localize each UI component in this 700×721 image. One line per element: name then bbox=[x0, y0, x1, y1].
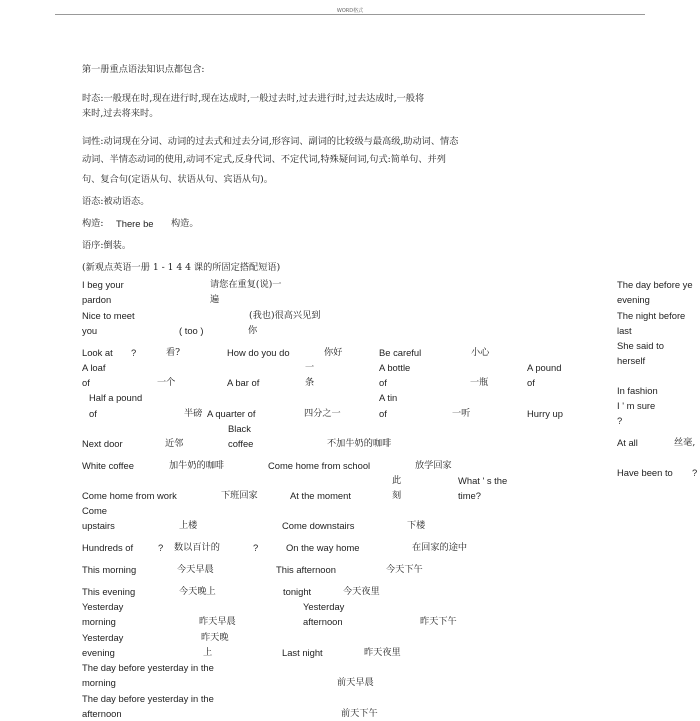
right-phrase: ? bbox=[692, 467, 698, 478]
phrase-cn: 一瓶 bbox=[470, 377, 489, 388]
phrase-en: A pound bbox=[527, 362, 562, 373]
right-phrase: Have been to bbox=[617, 467, 673, 478]
phrase-en: afternoon bbox=[82, 708, 122, 719]
structure-value: There be bbox=[116, 218, 154, 229]
phrase-cn: 请您在重复(说)一 bbox=[210, 279, 282, 290]
phrase-en: This evening bbox=[82, 586, 136, 597]
phrase-cn: 小心 bbox=[471, 347, 490, 358]
section-title: 第一册重点语法知识点都包含: bbox=[82, 64, 205, 75]
phrase-cn: 条 bbox=[305, 377, 315, 388]
phrase-en: Come downstairs bbox=[282, 520, 355, 531]
structure-suffix: 构造。 bbox=[171, 218, 199, 229]
phrase-cn: 刻 bbox=[392, 490, 402, 501]
phrase-en: The day before yesterday in the bbox=[82, 693, 214, 704]
phrase-en: ( too ) bbox=[179, 325, 204, 336]
phrase-en: ? bbox=[253, 542, 259, 553]
phrase-en: tonight bbox=[283, 586, 312, 597]
phrase-en: Yesterday bbox=[303, 601, 345, 612]
phrase-en: afternoon bbox=[303, 616, 343, 627]
tense-line-1: 时态:一般现在时,现在进行时,现在达成时,一般过去时,过去进行时,过去达成时,一般将 bbox=[82, 93, 425, 104]
phrase-en: How do you do bbox=[227, 347, 290, 358]
phrase-en: pardon bbox=[82, 294, 112, 305]
phrase-en: Hundreds of bbox=[82, 542, 134, 553]
phrase-cn: 加牛奶的咖啡 bbox=[169, 460, 225, 471]
phrase-cn: 一听 bbox=[452, 408, 471, 419]
phrase-en: Come home from work bbox=[82, 490, 177, 501]
phrase-en: This morning bbox=[82, 564, 137, 575]
phrase-en: morning bbox=[82, 677, 116, 688]
phrase-en: Hurry up bbox=[527, 408, 563, 419]
phrase-en: White coffee bbox=[82, 460, 134, 471]
voice-line: 语态:被动语态。 bbox=[82, 196, 150, 207]
phrase-en: Next door bbox=[82, 438, 123, 449]
right-phrase: The day before ye bbox=[617, 279, 693, 290]
phrase-cn: 半磅 bbox=[184, 408, 203, 419]
phrase-cn: 前天下午 bbox=[341, 708, 378, 719]
right-phrase: The night before bbox=[617, 310, 686, 321]
phrase-en: A bar of bbox=[227, 377, 260, 388]
phrase-cn: 近邻 bbox=[165, 438, 184, 449]
right-phrase: She said to bbox=[617, 340, 664, 351]
phrase-en: of bbox=[379, 377, 387, 388]
right-phrase: At all bbox=[617, 437, 638, 448]
right-phrase-cn: 丝毫, bbox=[674, 437, 696, 448]
right-phrase: evening bbox=[617, 294, 650, 305]
phrase-cn: 下楼 bbox=[407, 520, 426, 531]
phrase-cn: 此 bbox=[392, 475, 402, 486]
phrase-en: On the way home bbox=[286, 542, 360, 553]
phrase-cn: 数以百计的 bbox=[174, 542, 220, 553]
phrase-en: morning bbox=[82, 616, 116, 627]
phrase-en: Half a pound bbox=[89, 392, 143, 403]
phrase-en: A bottle bbox=[379, 362, 411, 373]
phrase-cn: 今天夜里 bbox=[343, 586, 380, 597]
phrase-cn: 一 bbox=[305, 362, 315, 373]
right-phrase: ? bbox=[617, 415, 623, 426]
phrase-cn: 上楼 bbox=[179, 520, 198, 531]
phrase-en: Come bbox=[82, 505, 108, 516]
phrase-en: A loaf bbox=[82, 362, 106, 373]
phrase-en: Nice to meet bbox=[82, 310, 135, 321]
phrase-cn: 昨天下午 bbox=[420, 616, 457, 627]
phrase-en: ? bbox=[131, 347, 137, 358]
phrase-en: of bbox=[379, 408, 387, 419]
phrase-cn: 遍 bbox=[210, 294, 220, 305]
phrase-en: Black bbox=[228, 423, 251, 434]
right-phrase: last bbox=[617, 325, 632, 336]
phrase-cn: 你 bbox=[248, 325, 258, 336]
header-divider bbox=[55, 14, 645, 15]
phrase-cn: (我也)很高兴见到 bbox=[249, 310, 321, 321]
phrase-cn: 四分之一 bbox=[304, 408, 341, 419]
phrase-cn: 前天早晨 bbox=[337, 677, 374, 688]
phrase-en: A tin bbox=[379, 392, 398, 403]
pos-line-3: 句、复合句(定语从句、状语从句、宾语从句)。 bbox=[82, 174, 273, 185]
phrase-cn: 昨天夜里 bbox=[364, 647, 401, 658]
phrase-en: Be careful bbox=[379, 347, 422, 358]
phrase-en: Come home from school bbox=[268, 460, 371, 471]
phrase-en: ? bbox=[158, 542, 164, 553]
phrase-cn: 放学回家 bbox=[415, 460, 452, 471]
phrase-en: upstairs bbox=[82, 520, 115, 531]
right-phrase: I ' m sure bbox=[617, 400, 656, 411]
phrase-en: evening bbox=[82, 647, 115, 658]
phrase-cn: 不加牛奶的咖啡 bbox=[327, 438, 392, 449]
pos-line-1: 词性:动词现在分词、动词的过去式和过去分词,形容词、副词的比较级与最高级,助动词、情态 bbox=[82, 136, 459, 147]
phrase-cn: 昨天晚 bbox=[201, 632, 229, 643]
order-line: 语序:倒装。 bbox=[82, 240, 132, 251]
phrase-cn: 在回家的途中 bbox=[412, 542, 468, 553]
pos-line-2: 动词、半情态动词的使用,动词不定式,反身代词、不定代词,特殊疑问词,句式:简单句、并列 bbox=[82, 154, 446, 165]
phrase-en: A quarter of bbox=[207, 408, 256, 419]
right-phrase: herself bbox=[617, 355, 646, 366]
phrase-en: of bbox=[82, 377, 90, 388]
phrase-en: coffee bbox=[228, 438, 254, 449]
phrase-en: I beg your bbox=[82, 279, 124, 290]
page-header: WORD格式 bbox=[336, 8, 364, 14]
phrase-en: At the moment bbox=[290, 490, 351, 501]
phrase-en: of bbox=[527, 377, 535, 388]
phrase-en: Last night bbox=[282, 647, 323, 658]
phrase-cn: 今天下午 bbox=[386, 564, 423, 575]
phrase-cn: 你好 bbox=[324, 347, 343, 358]
phrase-en: What ' s the bbox=[458, 475, 508, 486]
phrase-en: Look at bbox=[82, 347, 113, 358]
phrase-note: (新观点英语一册 1 - 1 4 4 课的所固定搭配短语) bbox=[82, 262, 281, 273]
phrase-en: The day before yesterday in the bbox=[82, 662, 214, 673]
right-phrase: In fashion bbox=[617, 385, 658, 396]
tense-line-2: 来时,过去将来时。 bbox=[82, 108, 159, 119]
phrase-en: Yesterday bbox=[82, 632, 124, 643]
phrase-en: This afternoon bbox=[276, 564, 336, 575]
phrase-cn: 今天晚上 bbox=[179, 586, 216, 597]
phrase-en: of bbox=[89, 408, 97, 419]
phrase-en: time? bbox=[458, 490, 481, 501]
phrase-en: Yesterday bbox=[82, 601, 124, 612]
structure-label: 构造: bbox=[82, 218, 104, 229]
phrase-cn: 一个 bbox=[157, 377, 176, 388]
phrase-cn: 看? bbox=[166, 347, 181, 358]
phrase-cn: 上 bbox=[203, 647, 213, 658]
phrase-cn: 下班回家 bbox=[221, 490, 258, 501]
phrase-cn: 昨天早晨 bbox=[199, 616, 236, 627]
phrase-cn: 今天早晨 bbox=[177, 564, 214, 575]
phrase-en: you bbox=[82, 325, 98, 336]
